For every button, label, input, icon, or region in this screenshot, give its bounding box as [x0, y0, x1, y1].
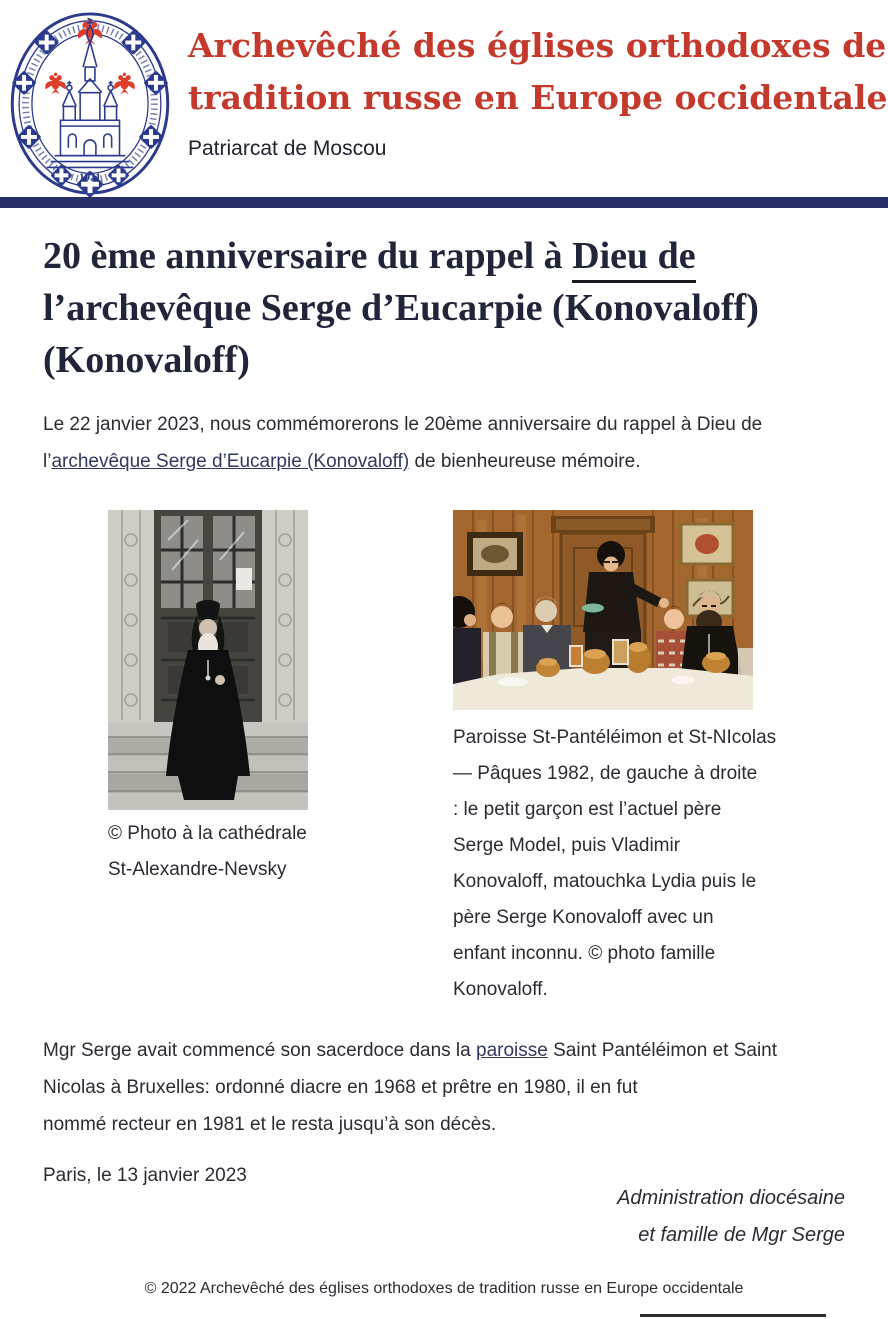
left-figure [108, 510, 308, 888]
paroisse-link[interactable]: paroisse [476, 1040, 548, 1061]
article-title [43, 230, 845, 386]
intro-link-archeveque[interactable]: archevêque Serge d’Eucarpie (Konovaloff) [51, 451, 410, 472]
site-title-line1[interactable]: Archevêché des églises orthodoxes de [188, 26, 887, 65]
article-title-line3: (Konovaloff) [43, 339, 250, 381]
bottom-rule [640, 1314, 826, 1317]
intro-paragraph [43, 406, 845, 480]
article [0, 230, 888, 1254]
photo-parish-gathering [453, 510, 753, 710]
signature-line2: et famille de Mgr Serge [638, 1224, 845, 1246]
site-footer [0, 1280, 888, 1298]
left-caption: © Photo à la cathédrale St-Alexandre-Nevsky [108, 823, 307, 880]
body-line3: nommé recteur en 1981 et le resta jusqu’à son décès. [43, 1114, 497, 1135]
body-line1: Mgr Serge avait commencé son sacerdoce dans la paroisse Saint Pantéléimon et Saint [43, 1040, 778, 1061]
diocese-emblem-icon [8, 10, 172, 197]
intro-line1: Le 22 janvier 2023, nous commémorerons le 20ème anniversaire du rappel à Dieu de [43, 414, 763, 435]
right-caption: Paroisse St-Pantéléimon et St-NIcolas — Pâques 1982, de gauche à droite : le petit garçon est l’actuel père Serge Model, puis Vladimir Konovaloff, matouchka Lydia puis le père Serge Konovaloff avec un enfant inconnu. © photo famille Konovaloff. [453, 727, 777, 1000]
site-tagline: Patriarcat de Moscou [188, 137, 387, 160]
body-line2: Nicolas à Bruxelles: ordonné diacre en 1968 et prêtre en 1980, il en fut [43, 1077, 638, 1098]
signature-line1: Administration diocésaine [617, 1187, 845, 1209]
article-title-line2: l’archevêque Serge d’Eucarpie (Konovaloff) [43, 287, 759, 329]
intro-line2: l’archevêque Serge d’Eucarpie (Konovaloff) de bienheureuse mémoire. [43, 451, 641, 472]
body-paragraph [43, 1032, 845, 1143]
site-title[interactable] [188, 20, 887, 124]
logo-year: 1921 [79, 171, 101, 184]
copyright: © 2022 Archevêché des églises orthodoxes de tradition russe en Europe occidentale [144, 1280, 744, 1297]
site-logo[interactable] [8, 10, 172, 197]
dateline: Paris, le 13 janvier 2023 [43, 1165, 247, 1186]
photo-archbishop-cathedral-steps [108, 510, 308, 810]
site-title-line2[interactable]: tradition russe en Europe occidentale [188, 78, 888, 117]
right-figure [453, 510, 777, 1008]
header-text [188, 10, 887, 161]
site-header [0, 0, 888, 197]
figures-row [43, 510, 845, 1008]
title-link-dieu[interactable]: Dieu de [572, 235, 696, 283]
header-divider [0, 197, 888, 208]
article-title-line1: 20 ème anniversaire du rappel à Dieu de [43, 235, 696, 283]
